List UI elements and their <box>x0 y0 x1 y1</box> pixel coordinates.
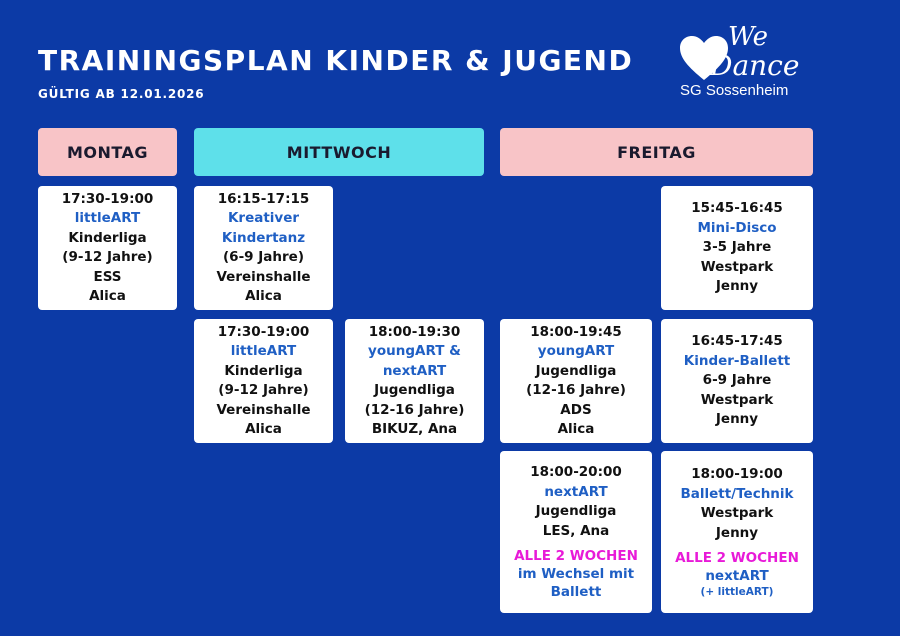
session-card <box>661 451 813 613</box>
session-info: Jenny <box>715 524 759 541</box>
session-card <box>194 186 333 310</box>
session-course: nextART <box>382 362 447 379</box>
session-info: Jenny <box>715 278 759 295</box>
biweekly-notice: ALLE 2 WOCHEN <box>514 548 638 564</box>
day-header-friday: FREITAG <box>500 128 813 176</box>
logo-text-dance: Dance <box>710 49 800 82</box>
session-card <box>661 186 813 310</box>
session-info: Alica <box>245 288 282 304</box>
session-info: ESS <box>93 268 122 285</box>
session-time: 18:00-19:45 <box>530 323 622 340</box>
session-card <box>38 186 177 310</box>
session-time: 15:45-16:45 <box>691 200 783 217</box>
session-card <box>661 319 813 443</box>
session-info: Vereinshalle <box>216 268 311 285</box>
session-card <box>500 451 652 613</box>
session-info: Jenny <box>715 411 759 428</box>
session-course: Ballett/Technik <box>680 485 794 502</box>
session-time: 17:30-19:00 <box>61 190 154 207</box>
logo-text-club: SG Sossenheim <box>680 82 789 99</box>
session-info: Vereinshalle <box>216 401 311 418</box>
session-info: Kinderliga <box>224 362 303 379</box>
logo-text-we: We <box>728 22 768 52</box>
session-info: Alica <box>557 421 595 437</box>
session-course: Kindertanz <box>221 229 306 246</box>
session-info: Jugendliga <box>374 382 455 398</box>
session-info: (6-9 Jahre) <box>223 249 304 265</box>
session-course: youngART <box>537 343 615 359</box>
session-info: (9-12 Jahre) <box>62 249 153 265</box>
session-course: youngART & <box>368 343 461 359</box>
session-time: 16:45-17:45 <box>691 333 783 350</box>
session-info: ADS <box>560 401 592 418</box>
session-info: Westpark <box>700 258 774 275</box>
session-time: 18:00-20:00 <box>530 464 622 480</box>
valid-from-subtitle: GÜLTIG AB 12.01.2026 <box>38 87 205 101</box>
session-time: 18:00-19:00 <box>691 466 783 482</box>
session-course: littleART <box>230 343 297 359</box>
session-course: Mini-Disco <box>697 219 777 236</box>
session-info: Westpark <box>700 391 774 408</box>
session-info: 6-9 Jahre <box>702 372 772 389</box>
session-info: BIKUZ, Ana <box>371 421 458 437</box>
session-card <box>194 319 333 443</box>
biweekly-notice-detail: Ballett <box>550 584 602 600</box>
day-header-wednesday: MITTWOCH <box>194 128 484 176</box>
session-info: Alica <box>245 421 282 437</box>
session-course: Kinder-Ballett <box>683 352 791 369</box>
session-info: Jugendliga <box>535 503 617 519</box>
session-card <box>345 319 484 443</box>
session-time: 18:00-19:30 <box>368 323 461 340</box>
session-info: LES, Ana <box>542 522 610 539</box>
session-course: nextART <box>544 483 608 500</box>
session-info: (12-16 Jahre) <box>526 382 626 398</box>
session-info: Kinderliga <box>68 229 147 246</box>
biweekly-notice: ALLE 2 WOCHEN <box>675 550 799 566</box>
biweekly-notice-detail: nextART <box>705 568 769 584</box>
page-title: TRAININGSPLAN KINDER & JUGEND <box>38 44 634 77</box>
session-info: Alica <box>89 288 126 304</box>
session-info: (9-12 Jahre) <box>218 382 309 398</box>
biweekly-notice-note: (+ littleART) <box>700 586 774 598</box>
session-info: (12-16 Jahre) <box>364 401 465 418</box>
session-info: Westpark <box>700 505 774 521</box>
session-info: Jugendliga <box>535 362 617 379</box>
session-course: Kreativer <box>227 210 300 226</box>
session-time: 17:30-19:00 <box>217 323 310 340</box>
day-header-monday: MONTAG <box>38 128 177 176</box>
club-logo <box>676 22 816 104</box>
session-info: 3-5 Jahre <box>702 239 772 256</box>
session-time: 16:15-17:15 <box>217 190 310 207</box>
session-course: littleART <box>74 210 141 226</box>
biweekly-notice-detail: im Wechsel mit <box>517 566 635 582</box>
session-card <box>500 319 652 443</box>
